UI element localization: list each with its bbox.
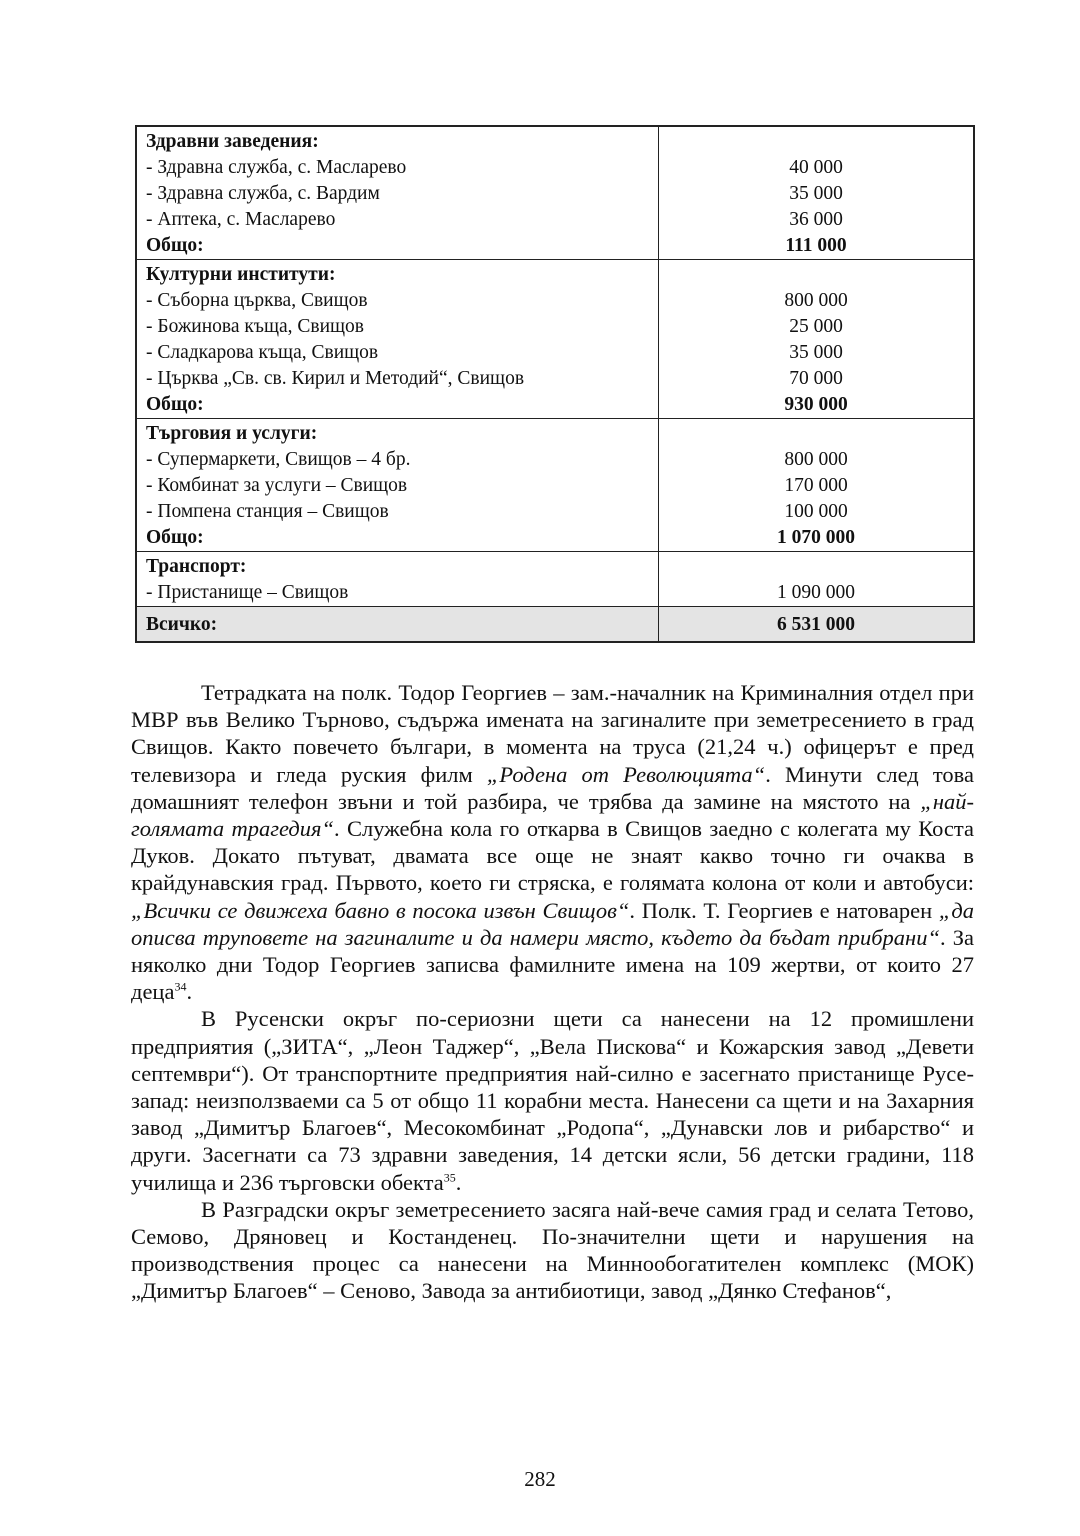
footnote-ref: 34: [174, 979, 187, 994]
text-run: . За няколко дни Тодор Георгиев записва фамилните имена на 109 жертви, от които 27 деца: [131, 924, 974, 1005]
italic-quote: „най-голямата трагедия“: [131, 788, 974, 842]
paragraph-1: [131, 679, 974, 1005]
text-run: В Русенски окръг по-сериозни щети са нанесени на 12 промишлени предприятия („ЗИТА“, „Леон Таджер“, „Вела Пискова“ и Кожарския завод „Девети септември“). От транспортните предприятия най-силно е засегнато пристанище Русе-запад: неизползваеми са 5 от общо 11 корабни места. Нанесени са щети и на Захарния завод „Димитър Благоев“, Месокомбинат „Родопа“, „Дунавски лов и рибарство“ и други. Засегнати са 73 здравни заведения, 14 детски ясли, 56 детски градини, 118 училища и 236 търговски обекта: [131, 1006, 974, 1195]
body-text: [131, 679, 974, 1305]
item-label: - Комбинат за услуги – Свищов: [146, 475, 408, 496]
section-heading: Здравни заведения:: [146, 131, 319, 152]
total-label: Общо:: [146, 394, 204, 415]
italic-quote: „да описва труповете на загиналите и да намери място, където да бъдат прибрани“: [131, 897, 974, 950]
item-value: 35 000: [789, 183, 843, 204]
grand-total-value: 6 531 000: [777, 614, 855, 635]
italic-quote: „Родена от Революцията“: [486, 761, 766, 787]
item-value: 170 000: [784, 475, 848, 496]
table-section-health: [137, 127, 973, 260]
item-value: 36 000: [789, 209, 843, 230]
section-heading: Културни институти:: [146, 264, 336, 285]
item-label: - Аптека, с. Масларево: [146, 209, 336, 230]
text-run: . Служебна кола го откарва в Свищов заедно с колегата му Коста Дуков. Докато пътуват, двамата все още не знаят какво точно ги очаква в крайдунавския град. Първото, което ги стряска, е голямата колона от коли и автобуси:: [131, 816, 975, 896]
item-value: 1 090 000: [777, 582, 855, 603]
table-section-trade: [137, 419, 973, 552]
item-value: 25 000: [789, 316, 843, 337]
item-label: - Божинова къща, Свищов: [146, 316, 365, 337]
total-label: Общо:: [146, 235, 204, 256]
section-heading: Търговия и услуги:: [146, 423, 318, 444]
text-run: В Разградски окръг земетресението засяга най-вече самия град и селата Тетово, Семово, Дряновец и Костанденец. По-значителни щети и нарушения на производствения процес са нанесени на Миннообогатителен комплекс (МОК) „Димитър Благоев“ – Сеново, Завода за антибиотици, завод „Дянко Стефанов“,: [131, 1196, 974, 1304]
table-section-culture: [137, 260, 973, 419]
item-label: - Сладкарова къща, Свищов: [146, 342, 379, 363]
italic-quote: „Всички се движеха бавно в посока извън Свищов“: [131, 897, 630, 923]
page-number: 282: [524, 1467, 556, 1491]
table-section-transport: [137, 552, 973, 607]
item-value: 70 000: [789, 368, 843, 389]
text-run: .: [455, 1169, 462, 1195]
item-label: - Здравна служба, с. Вардим: [146, 183, 380, 204]
item-label: - Пристанище – Свищов: [146, 582, 349, 603]
item-value: 800 000: [784, 290, 848, 311]
text-run: .: [186, 979, 193, 1005]
item-label: - Съборна църква, Свищов: [146, 290, 368, 311]
paragraph-3: [131, 1196, 974, 1305]
item-value: 40 000: [789, 157, 843, 178]
total-label: Общо:: [146, 527, 204, 548]
item-value: 800 000: [784, 449, 848, 470]
item-label: - Супермаркети, Свищов – 4 бр.: [146, 449, 411, 470]
total-value: 111 000: [785, 235, 847, 256]
item-value: 100 000: [784, 501, 848, 522]
item-label: - Здравна служба, с. Масларево: [146, 157, 407, 178]
paragraph-2: [131, 1005, 974, 1195]
text-run: . Минути след това домашният телефон звъни и той разбира, че трябва да замине на мястото на: [131, 761, 974, 814]
section-heading: Транспорт:: [146, 556, 247, 577]
grand-total-row: [137, 607, 973, 641]
footnote-ref: 35: [443, 1170, 456, 1185]
item-label: - Църква „Св. св. Кирил и Методий“, Свищов: [146, 368, 525, 389]
grand-total-label: Всичко:: [146, 614, 218, 635]
total-value: 930 000: [784, 394, 848, 415]
item-label: - Помпена станция – Свищов: [146, 501, 389, 522]
item-value: 35 000: [789, 342, 843, 363]
text-run: . Полк. Т. Георгиев е натоварен: [629, 897, 939, 923]
damage-table: [135, 125, 975, 643]
total-value: 1 070 000: [777, 527, 855, 548]
text-run: Тетрадката на полк. Тодор Георгиев – зам.-началник на Криминалния отдел при МВР във Велико Търново, съдържа имената на загиналите при земетресението в град Свищов. Както повечето българи, в момента на труса (21,24 ч.) офицерът е пред телевизора и гледа руския филм: [131, 680, 974, 787]
